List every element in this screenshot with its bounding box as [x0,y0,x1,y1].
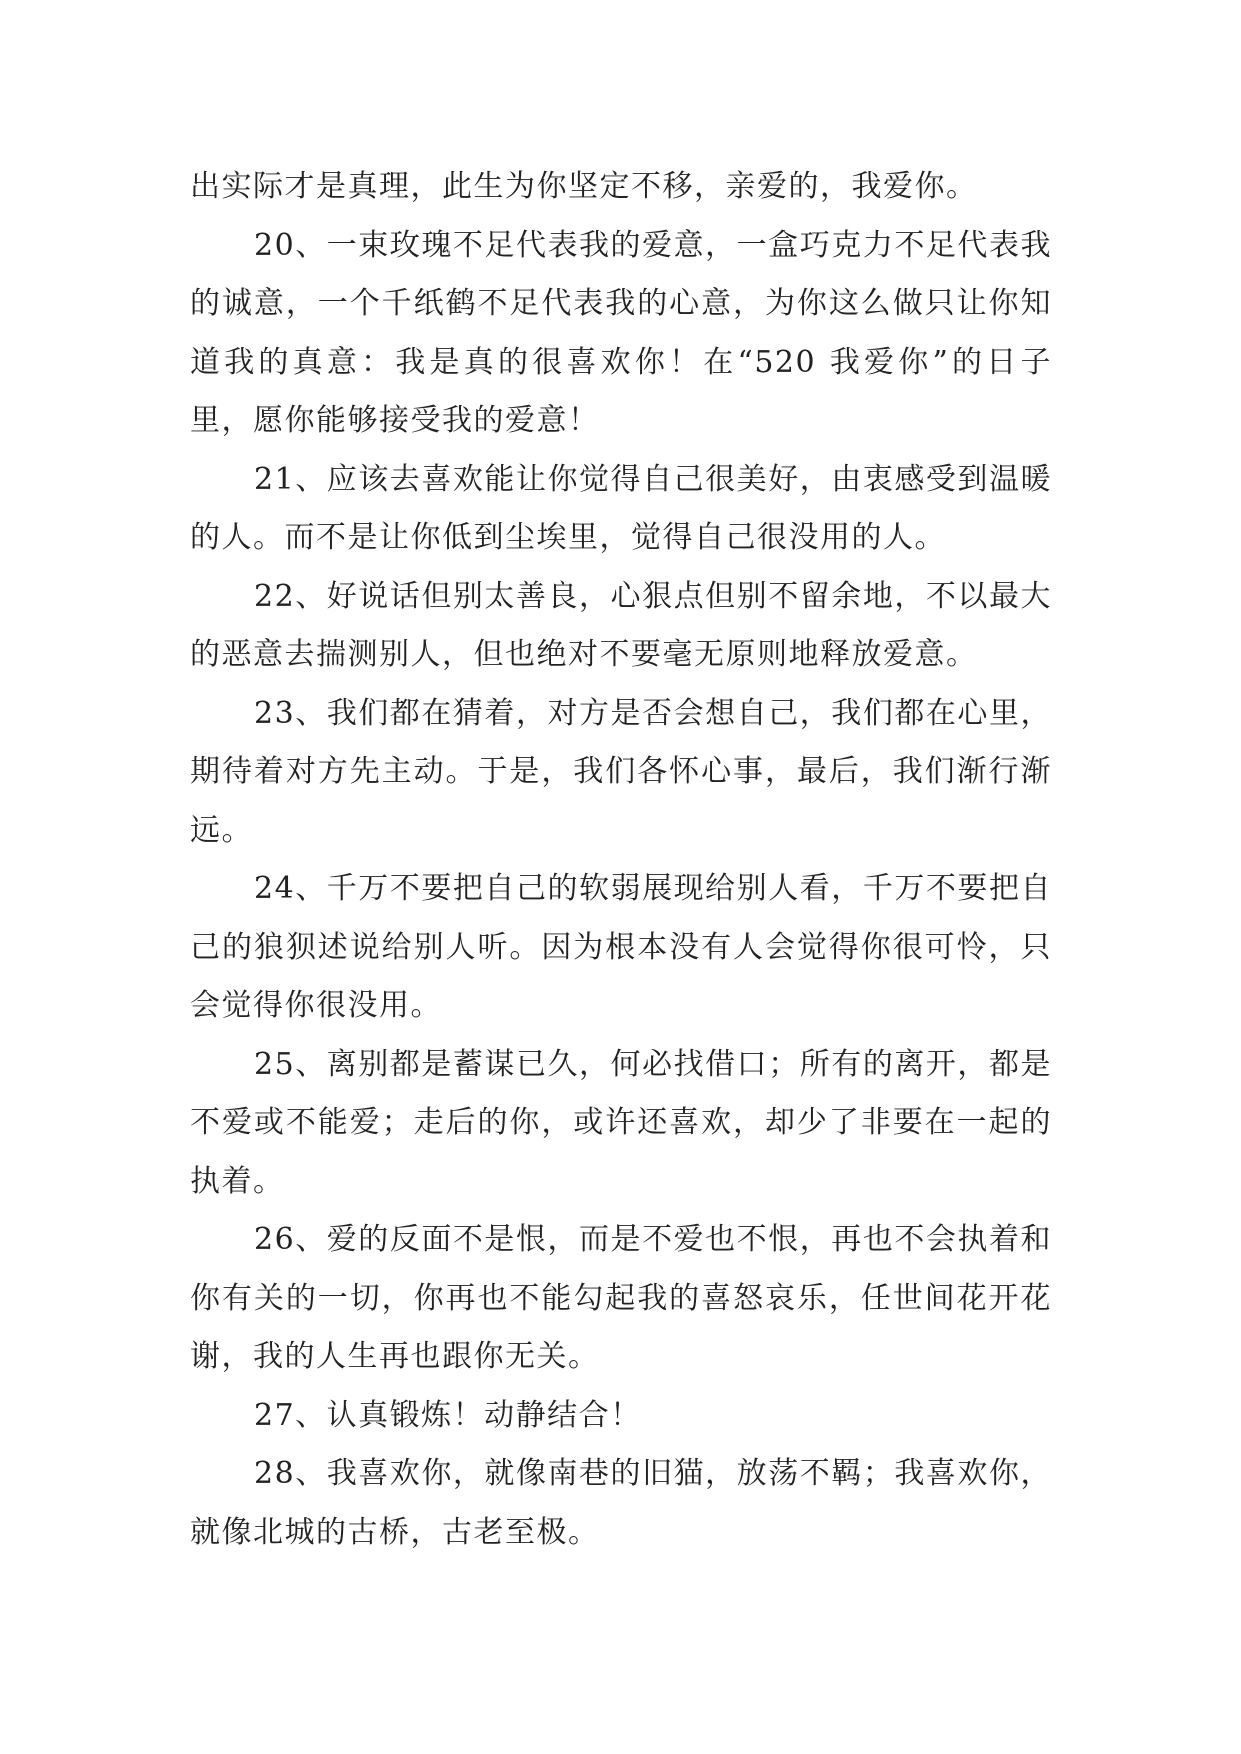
paragraph-21: 21、应该去喜欢能让你觉得自己很美好，由衷感受到温暖的人。而不是让你低到尘埃里，觉得自己很没用的人。 [190,461,1052,555]
paragraph-continuation: 出实际才是真理，此生为你坚定不移，亲爱的，我爱你。 [190,169,978,204]
paragraph-24: 24、千万不要把自己的软弱展现给别人看，千万不要把自己的狼狈述说给别人听。因为根本没有人会觉得你很可怜，只会觉得你很没用。 [190,871,1052,1023]
paragraph-27: 27、认真锻炼！动静结合！ [254,1397,642,1433]
paragraph-25: 25、离别都是蓄谋已久，何必找借口；所有的离开，都是不爱或不能爱；走后的你，或许还喜欢，却少了非要在一起的执着。 [190,1046,1052,1199]
paragraph-22: 22、好说话但别太善良，心狠点但别不留余地，不以最大的恶意去揣测别人，但也绝对不要毫无原则地释放爱意。 [190,578,1052,672]
paragraph-23: 23、我们都在猜着，对方是否会想自己，我们都在心里，期待着对方先主动。于是，我们各怀心事，最后，我们渐行渐远。 [190,695,1052,848]
document-body [190,158,1052,1562]
paragraph-28: 28、我喜欢你，就像南巷的旧猫，放荡不羁；我喜欢你，就像北城的古桥，古老至极。 [190,1456,1052,1550]
paragraph-20: 20、一束玫瑰不足代表我的爱意，一盒巧克力不足代表我的诚意，一个千纸鹤不足代表我的心意，为你这么做只让你知道我的真意：我是真的很喜欢你！在“520 我爱你”的日子里，愿你能够接受我的爱意！ [190,227,1052,438]
paragraph-26: 26、爱的反面不是恨，而是不爱也不恨，再也不会执着和你有关的一切，你再也不能勾起我的喜怒哀乐，任世间花开花谢，我的人生再也跟你无关。 [190,1222,1052,1374]
